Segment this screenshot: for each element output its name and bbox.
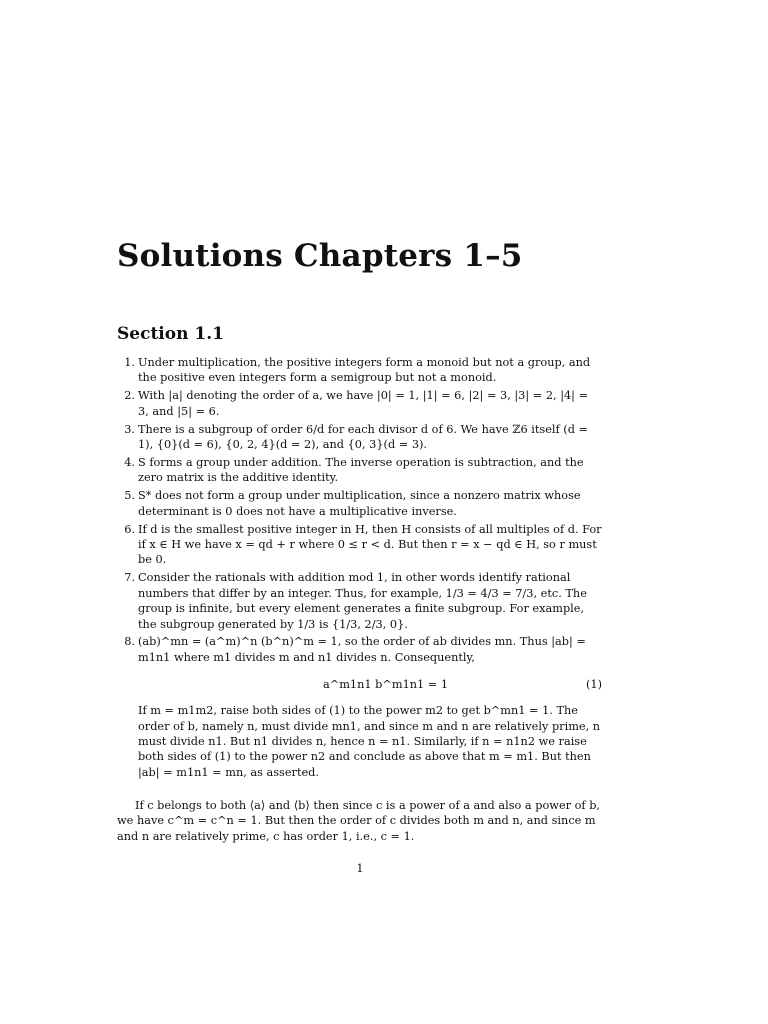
item-number: 2. bbox=[124, 389, 135, 403]
equation-number: (1) bbox=[585, 678, 602, 692]
item-number: 8. bbox=[124, 635, 135, 649]
list-item bbox=[117, 570, 602, 632]
item-text: Under multiplication, the positive integers form a monoid but not a group, and the positive even integers form a semigroup but not a monoid. bbox=[138, 356, 591, 385]
list-item bbox=[117, 455, 602, 486]
item-number: 5. bbox=[124, 489, 135, 503]
list-item bbox=[117, 488, 602, 519]
item-number: 4. bbox=[124, 455, 135, 469]
item-text: (ab)^mn = (a^m)^n (b^n)^m = 1, so the order of ab divides mn. Thus |ab| = m1n1 where m1 divides m and n1 divides n. Consequently, bbox=[138, 635, 586, 664]
list-item bbox=[117, 422, 602, 453]
item-text: There is a subgroup of order 6/d for each divisor d of 6. We have ℤ6 itself (d = 1), {0}(d = 6), {0, 2, 4}(d = 2), and {0, 3}(d = 3). bbox=[138, 422, 588, 452]
item-number: 1. bbox=[124, 356, 135, 369]
item-text: S forms a group under addition. The inverse operation is subtraction, and the zero matrix is the additive identity. bbox=[138, 455, 584, 485]
solutions-list bbox=[117, 355, 602, 783]
section-title: Section 1.1 bbox=[117, 324, 224, 344]
equation-body: a^m1n1 b^m1n1 = 1 bbox=[323, 678, 449, 692]
item-number: 3. bbox=[124, 422, 135, 436]
item-continuation: If m = m1m2, raise both sides of (1) to the power m2 to get b^mn1 = 1. The order of b, namely n, must divide mn1, and since m and n are relatively prime, n must divide n1. But n1 divides n, hence n = n1. Similarly, if n = n1n2 we raise both sides of (1) to the power n2 and conclude as above that m = m1. But then |ab| = m1n1 = mn, as asserted. bbox=[138, 704, 601, 779]
item-text: With |a| denoting the order of a, we have |0| = 1, |1| = 6, |2| = 3, |3| = 2, |4| = 3, and |5| = 6. bbox=[138, 389, 589, 418]
item-text: If d is the smallest positive integer in H, then H consists of all multiples of d. For if x ∈ H we have x = qd + r where 0 ≤ r < d. But then r = x − qd ∈ H, so r must be 0. bbox=[138, 522, 602, 567]
list-item bbox=[117, 522, 602, 568]
item-text: S* does not form a group under multiplication, since a nonzero matrix whose determinant is 0 does not have a multiplicative inverse. bbox=[138, 489, 581, 518]
item-text: Consider the rationals with addition mod 1, in other words identify rational numbers that differ by an integer. Thus, for example, 1/3 = 4/3 = 7/3, etc. The group is infinite, but every element generates a finite subgroup. For example, the subgroup generated by 1/3 is {1/3, 2/3, 0}. bbox=[138, 571, 587, 631]
list-item bbox=[117, 634, 602, 780]
list-item bbox=[117, 388, 602, 419]
list-item bbox=[117, 355, 602, 386]
closing-paragraph: If c belongs to both ⟨a⟩ and ⟨b⟩ then since c is a power of a and also a power of b, we have c^m = c^n = 1. But then the order of c divides both m and n, and since m and n are relatively prime, c has order 1, i.e., c = 1. bbox=[117, 799, 601, 843]
item-number: 7. bbox=[124, 571, 135, 585]
page-number: 1 bbox=[356, 862, 364, 875]
chapter-title: Solutions Chapters 1–5 bbox=[117, 238, 523, 274]
equation bbox=[138, 673, 602, 697]
item-number: 6. bbox=[124, 522, 135, 536]
